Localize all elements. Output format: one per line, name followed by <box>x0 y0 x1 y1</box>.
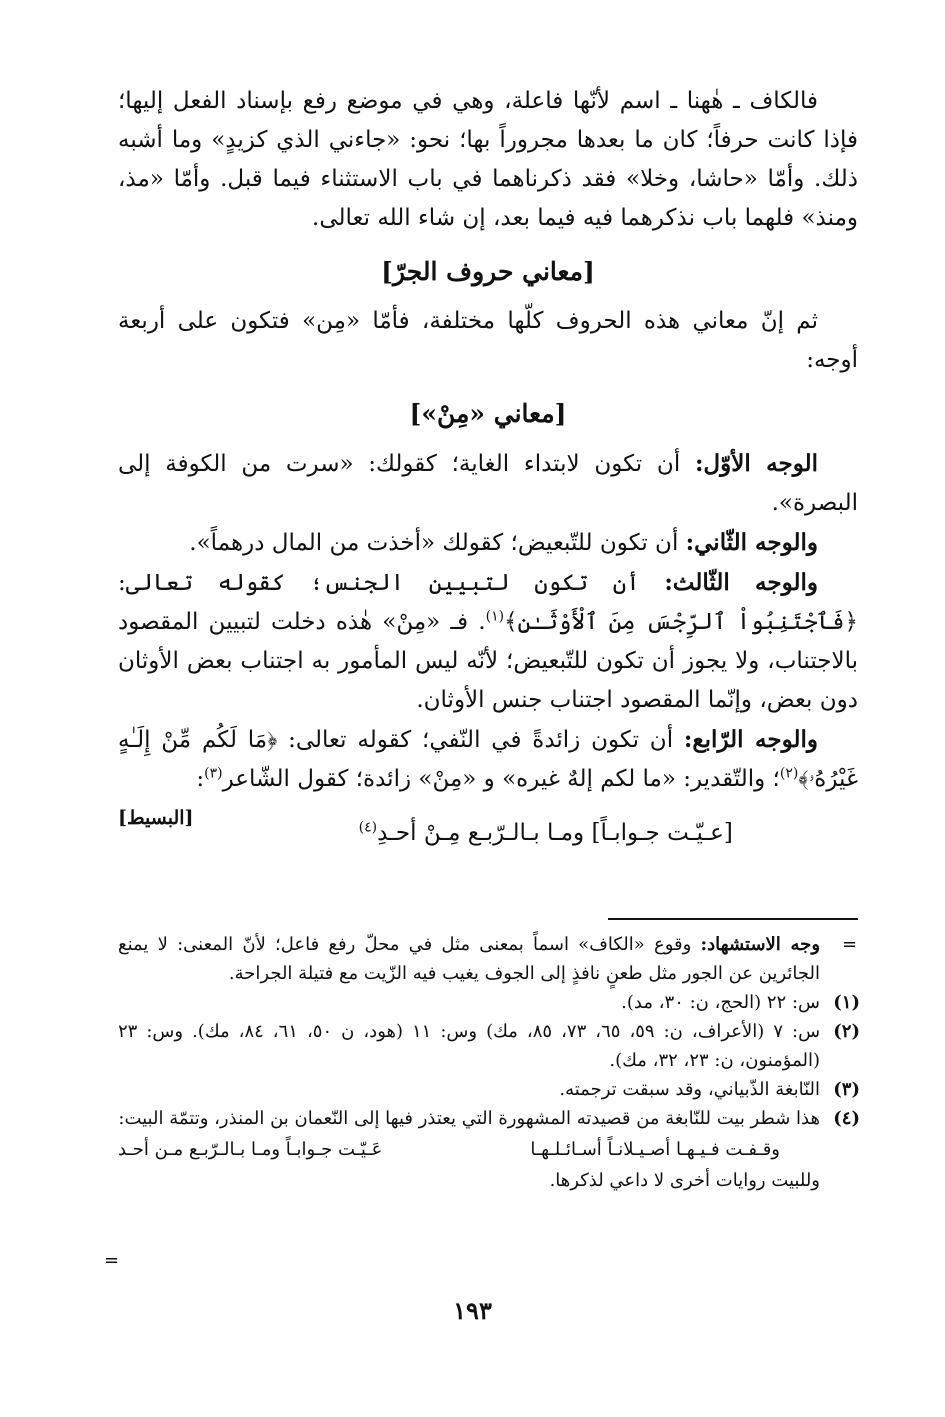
footnote-ref-4[interactable]: (٤) <box>358 819 378 836</box>
paragraph-first-aspect <box>118 444 858 523</box>
second-aspect-label: والوجه الثّاني: <box>685 529 818 556</box>
verse-text: [عـيّـت جـوابـاً] ومـا بـالـرّبـع مِـنْ أحـدِ <box>377 820 733 846</box>
page-number: ١٩٣ <box>453 1296 492 1325</box>
third-aspect-text-cont: . فـ «مِنْ» هٰذه دخلت لتبيين المقصود بالاجتناب، ولا يجوز أن تكون للتّبعيض؛ لأنّه ليس المأمور به اجتناب بعض الأوثان دون بعض، وإنّما المقصود اجتناب جنس الأوثان. <box>118 609 858 713</box>
footnote-4 <box>118 1104 860 1195</box>
poetic-meter-label: [البسيط] <box>118 807 194 829</box>
footnote-ref-3[interactable]: (٣) <box>204 765 223 782</box>
footnote-2-text: س: ٧ (الأعراف، ن: ٥٩، ٦٥، ٧٣، ٨٥، مك) وس: ١١ (هود، ن ٥٠، ٦١، ٨٤، مك). وس: ٢٣ (المؤمنون، ن: ٢٣، ٣٢، مك). <box>118 1021 821 1071</box>
fourth-aspect-text-cont: ؛ والتّقدير: «ما لكم إلهٌ غيره» و «مِنْ» زائدة؛ كقول الشّاعر <box>222 766 780 792</box>
footnote-continued-text: وقوع «الكاف» اسماً بمعنى مثل في محلّ رفع فاعل؛ لأنّ المعنى: لا يمنع الجائرين عن الجور مثل طعنٍ نافذٍ إلى الجوف يغيب فيه الزّيت مع فتيلة الجراحة. <box>118 934 820 984</box>
fourth-aspect-text: أن تكون زائدةً في النّفي؛ كقوله تعالى: ﴿مَا لَكُم مِّنْ إِلَـٰهٍ غَيْرُهُۥ﴾ <box>118 727 858 792</box>
footnote-continued <box>118 930 860 988</box>
paragraph-third-aspect <box>118 563 858 720</box>
paragraph-kaf: فالكاف ـ هٰهنا ـ اسم لأنّها فاعلة، وهي في موضع رفع بإسناد الفعل إليها؛ فإذا كانت حرفاً؛ كان ما بعدها مجروراً بها؛ نحو: «جاءني الذي كزيدٍ» وما أشبه ذلك. وأمّا «حاشا، وخلا» فقد ذكرناهما في باب الاستثناء فيما قبل. وأمّا «مذ، ومنذ» فلهما باب نذكرهما فيه فيما بعد، إن شاء الله تعالى. <box>118 88 858 231</box>
footnote-4-text-end: وللبيت روايات أخرى لا داعي لذكرها. <box>549 1170 820 1191</box>
footnote-2 <box>118 1017 860 1075</box>
footnote-1-number: (١) <box>833 992 860 1013</box>
heading-meanings-of-prepositions: [معاني حروف الجرّ] <box>381 257 595 286</box>
footnote-3-number: (٣) <box>833 1079 860 1100</box>
footnote-4-text: هذا شطر بيت للنّابغة من قصيدته المشهورة التي يعتذر فيها إلى النّعمان بن المنذر، وتتمّة البيت: <box>118 1108 820 1129</box>
first-aspect-label: الوجه الأوّل: <box>694 450 818 477</box>
main-text <box>118 82 858 859</box>
footnote-continued-label: وجه الاستشهاد: <box>700 934 821 955</box>
third-aspect-text: أن تكون لتبيين الجنس؛ كقوله تعالى: ﴿فَٱجْتَنِبُواْ ٱلرِّجْسَ مِنَ ٱلْأَوْثَـٰنِ﴾ <box>118 570 858 635</box>
second-aspect-text: أن تكون للتّبعيض؛ كقولك «أخذت من المال درهماً». <box>189 530 686 556</box>
footnote-1 <box>118 988 860 1017</box>
fourth-aspect-colon: : <box>196 766 205 792</box>
heading-meanings-of-min: [معاني «مِنْ»] <box>409 399 567 428</box>
continuation-mark-bottom: = <box>104 1250 120 1271</box>
footnote-ref-2[interactable]: (٢) <box>779 765 799 782</box>
footnote-ref-1[interactable]: (١) <box>485 608 505 625</box>
fourth-aspect-label: والوجه الرّابع: <box>683 726 818 753</box>
couplet-first-hemistich: وقـفـت فـيـهـا أصـيـلانـاً أسـائـلـهـا <box>530 1139 780 1160</box>
paragraph-fourth-aspect <box>118 720 858 829</box>
footnote-1-text: س: ٢٢ (الحج، ن: ٣٠، مد). <box>621 992 820 1013</box>
footnote-3-text: النّابغة الذّبياني، وقد سبقت ترجمته. <box>559 1079 820 1100</box>
continuation-mark-top: = <box>842 934 858 955</box>
footnote-3 <box>118 1075 860 1104</box>
paragraph-intro-min: ثم إنّ معاني هذه الحروف كلّها مختلفة، فأمّا «مِن» فتكون على أربعة أوجه: <box>118 308 858 373</box>
third-aspect-label: والوجه الثّالث: <box>664 569 818 596</box>
paragraph-second-aspect <box>118 523 858 563</box>
footnote-separator <box>608 918 858 920</box>
couplet-second-hemistich: عَـيّـت جـوابـاً ومـا بـالـرّبـع مـن أحـد <box>118 1139 383 1160</box>
first-aspect-text: أن تكون لابتداء الغاية؛ كقولك: «سرت من الكوفة إلى البصرة». <box>118 451 858 516</box>
footnote-4-number: (٤) <box>833 1108 860 1129</box>
footnote-4-couplet <box>118 1135 820 1164</box>
footnotes <box>118 930 860 1195</box>
footnote-2-number: (٢) <box>833 1021 860 1042</box>
footnote-continued-spacer <box>820 930 860 988</box>
